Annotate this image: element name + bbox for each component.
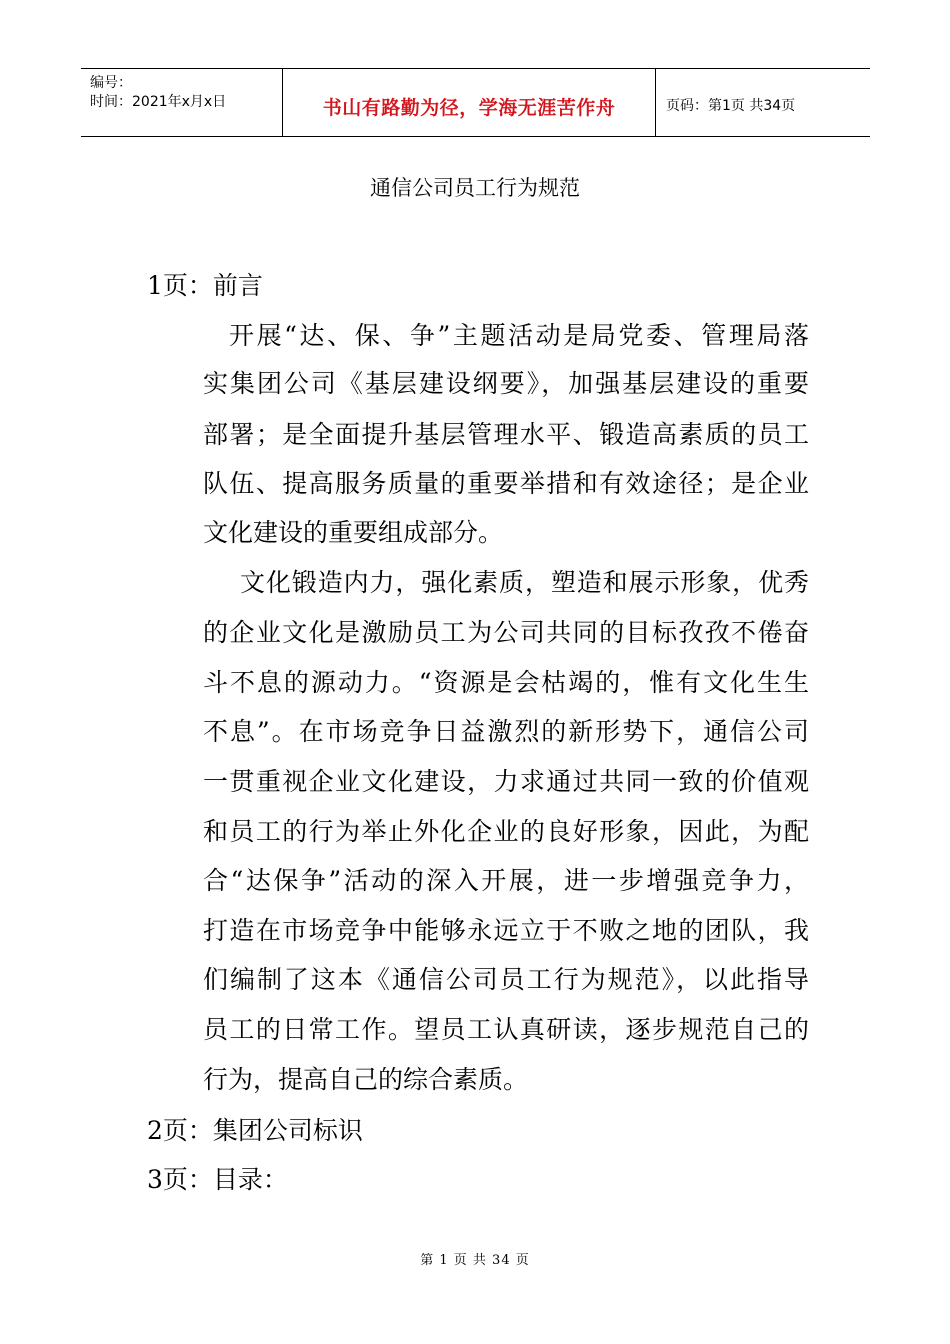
header-page-number: 页码：第1页 共34页 xyxy=(666,98,796,114)
paragraph-line: 和员工的行为举止外化企业的良好形象，因此，为配 xyxy=(203,817,809,846)
header-page-cell xyxy=(656,69,870,136)
paragraph-line: 们编制了这本《通信公司员工行为规范》，以此指导 xyxy=(203,965,809,994)
paragraph-line: 不息”。在市场竞争日益激烈的新形势下，通信公司 xyxy=(203,717,809,746)
paragraph-line: 实集团公司《基层建设纲要》，加强基层建设的重要 xyxy=(203,369,809,398)
paragraph-line: 打造在市场竞争中能够永远立于不败之地的团队，我 xyxy=(203,916,809,945)
page-footer: 第 1 页 共 34 页 xyxy=(420,1253,530,1268)
paragraph-line: 文化锻造内力，强化素质，塑造和展示形象，优秀 xyxy=(240,568,809,597)
paragraph-line: 开展“达、保、争”主题活动是局党委、管理局落 xyxy=(229,321,809,350)
paragraph-line: 一贯重视企业文化建设，力求通过共同一致的价值观 xyxy=(203,767,809,796)
paragraph-line: 文化建设的重要组成部分。 xyxy=(203,518,504,547)
document-time-label: 时间：2021年x月x日 xyxy=(90,94,227,110)
header-info-cell xyxy=(81,69,283,136)
page-header xyxy=(81,68,870,137)
paragraph-line: 斗不息的源动力。“资源是会枯竭的，惟有文化生生 xyxy=(203,668,809,697)
header-motto-cell xyxy=(283,69,656,136)
section-heading-logo: 2页：集团公司标识 xyxy=(147,1116,363,1145)
section-heading-preface: 1页：前言 xyxy=(147,271,263,300)
paragraph-line: 的企业文化是激励员工为公司共同的目标孜孜不倦奋 xyxy=(203,618,809,647)
paragraph-line: 员工的日常工作。望员工认真研读，逐步规范自己的 xyxy=(203,1015,809,1044)
paragraph-line: 部署；是全面提升基层管理水平、锻造高素质的员工 xyxy=(203,420,809,449)
paragraph-line: 合“达保争”活动的深入开展，进一步增强竞争力， xyxy=(203,866,809,895)
section-heading-contents: 3页：目录： xyxy=(147,1165,288,1194)
document-number-label: 编号： xyxy=(90,75,132,91)
paragraph-line: 队伍、提高服务质量的重要举措和有效途径；是企业 xyxy=(203,469,809,498)
paragraph-line: 行为，提高自己的综合素质。 xyxy=(203,1065,529,1094)
document-title: 通信公司员工行为规范 xyxy=(370,176,580,200)
header-motto: 书山有路勤为径，学海无涯苦作舟 xyxy=(322,97,616,119)
